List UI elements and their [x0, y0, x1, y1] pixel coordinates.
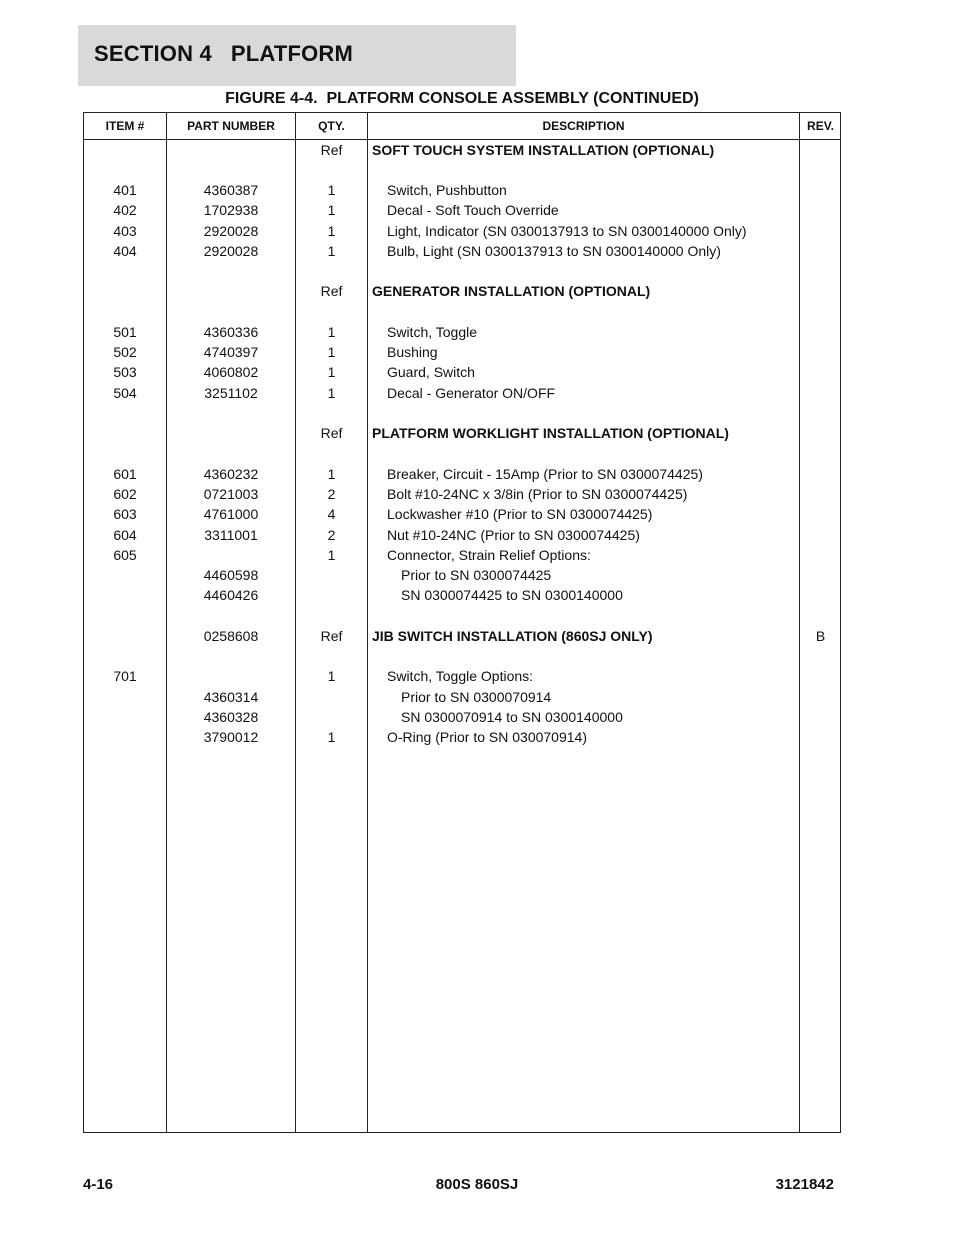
description-cell: SN 0300074425 to SN 0300140000	[401, 587, 623, 603]
table-section-row	[84, 281, 840, 301]
item-number-cell: 503	[113, 364, 137, 380]
table-row	[84, 484, 840, 504]
quantity-cell: 1	[327, 243, 336, 259]
quantity-cell: 2	[327, 527, 336, 543]
quantity-cell: Ref	[320, 283, 343, 299]
quantity-cell: 2	[327, 486, 336, 502]
column-divider	[799, 113, 800, 1132]
part-number-cell: 0721003	[203, 486, 259, 502]
column-divider	[367, 113, 368, 1132]
description-cell: SN 0300070914 to SN 0300140000	[401, 709, 623, 725]
quantity-cell: Ref	[320, 628, 343, 644]
table-row	[84, 525, 840, 545]
revision-cell: B	[815, 628, 826, 644]
description-cell: Bulb, Light (SN 0300137913 to SN 0300140000 Only)	[387, 243, 721, 259]
description-cell: Decal - Soft Touch Override	[387, 202, 559, 218]
table-section-row	[84, 626, 840, 646]
description-cell: Switch, Pushbutton	[387, 182, 507, 198]
description-cell: JIB SWITCH INSTALLATION (860SJ ONLY)	[372, 628, 653, 644]
part-number-cell: 3311001	[204, 527, 258, 543]
part-number-cell: 3251102	[204, 385, 258, 401]
description-cell: Guard, Switch	[387, 364, 475, 380]
quantity-cell: Ref	[320, 142, 343, 158]
quantity-cell: 1	[327, 344, 336, 360]
figure-title: FIGURE 4-4. PLATFORM CONSOLE ASSEMBLY (CONTINUED)	[225, 90, 699, 107]
table-row	[84, 666, 840, 686]
item-number-cell: 604	[113, 527, 137, 543]
quantity-cell: 1	[327, 547, 336, 563]
item-number-cell: 402	[113, 202, 137, 218]
description-cell: Bushing	[387, 344, 438, 360]
part-number-cell: 2920028	[203, 243, 259, 259]
table-section-row	[84, 140, 840, 160]
footer-page-number: 4-16	[83, 1176, 114, 1193]
item-number-cell: 605	[113, 547, 137, 563]
parts-table	[83, 112, 841, 1133]
table-row	[84, 464, 840, 484]
item-number-cell: 701	[113, 668, 137, 684]
section-title: SECTION 4 PLATFORM	[94, 41, 354, 66]
quantity-cell: 1	[327, 729, 336, 745]
part-number-cell: 4740397	[203, 344, 259, 360]
table-row	[84, 221, 840, 241]
quantity-cell: 1	[327, 385, 336, 401]
column-header-rev: REV.	[807, 119, 834, 133]
part-number-cell: 4360387	[203, 182, 259, 198]
table-row	[84, 180, 840, 200]
item-number-cell: 501	[113, 324, 137, 340]
footer-model: 800S 860SJ	[435, 1176, 519, 1193]
table-row	[84, 707, 840, 727]
part-number-cell: 4460598	[203, 567, 259, 583]
part-number-cell: 0258608	[203, 628, 259, 644]
description-cell: Nut #10-24NC (Prior to SN 0300074425)	[387, 527, 640, 543]
description-cell: O-Ring (Prior to SN 030070914)	[387, 729, 587, 745]
quantity-cell: Ref	[320, 425, 343, 441]
item-number-cell: 602	[113, 486, 137, 502]
table-row	[84, 504, 840, 524]
quantity-cell: 1	[327, 182, 336, 198]
quantity-cell: 1	[327, 466, 336, 482]
column-divider	[166, 113, 167, 1132]
item-number-cell: 603	[113, 506, 137, 522]
table-row	[84, 241, 840, 261]
item-number-cell: 504	[113, 385, 137, 401]
part-number-cell: 4460426	[203, 587, 259, 603]
part-number-cell: 2920028	[203, 223, 259, 239]
column-header-description: DESCRIPTION	[542, 119, 625, 133]
item-number-cell: 404	[113, 243, 137, 259]
part-number-cell: 4360232	[203, 466, 259, 482]
column-header-part-number: PART NUMBER	[187, 119, 275, 133]
description-cell: Light, Indicator (SN 0300137913 to SN 0300140000 Only)	[387, 223, 747, 239]
table-row	[84, 200, 840, 220]
table-row	[84, 322, 840, 342]
description-cell: Prior to SN 0300074425	[401, 567, 552, 583]
description-cell: Decal - Generator ON/OFF	[387, 385, 556, 401]
description-cell: Switch, Toggle	[387, 324, 478, 340]
description-cell: Prior to SN 0300070914	[401, 689, 552, 705]
description-cell: Bolt #10-24NC x 3/8in (Prior to SN 0300074425)	[387, 486, 688, 502]
description-cell: Connector, Strain Relief Options:	[387, 547, 591, 563]
quantity-cell: 4	[327, 506, 336, 522]
section-header-band	[78, 25, 516, 86]
quantity-cell: 1	[327, 364, 336, 380]
table-row	[84, 565, 840, 585]
item-number-cell: 403	[113, 223, 137, 239]
table-row	[84, 545, 840, 565]
table-row	[84, 727, 840, 747]
table-row	[84, 362, 840, 382]
item-number-cell: 401	[113, 182, 137, 198]
description-cell: GENERATOR INSTALLATION (OPTIONAL)	[372, 283, 651, 299]
table-row	[84, 687, 840, 707]
part-number-cell: 4360336	[203, 324, 259, 340]
description-cell: Lockwasher #10 (Prior to SN 0300074425)	[387, 506, 653, 522]
part-number-cell: 4360328	[203, 709, 259, 725]
description-cell: Switch, Toggle Options:	[387, 668, 534, 684]
column-divider	[295, 113, 296, 1132]
part-number-cell: 4060802	[203, 364, 259, 380]
part-number-cell: 4761000	[203, 506, 259, 522]
description-cell: SOFT TOUCH SYSTEM INSTALLATION (OPTIONAL)	[372, 142, 715, 158]
quantity-cell: 1	[327, 324, 336, 340]
table-row	[84, 585, 840, 605]
description-cell: Breaker, Circuit - 15Amp (Prior to SN 0300074425)	[387, 466, 703, 482]
column-header-item: ITEM #	[105, 119, 145, 133]
table-row	[84, 383, 840, 403]
description-cell: PLATFORM WORKLIGHT INSTALLATION (OPTIONAL)	[372, 425, 729, 441]
table-section-row	[84, 423, 840, 443]
part-number-cell: 1702938	[203, 202, 259, 218]
quantity-cell: 1	[327, 668, 336, 684]
footer-doc-number: 3121842	[775, 1176, 834, 1193]
quantity-cell: 1	[327, 202, 336, 218]
table-row	[84, 342, 840, 362]
part-number-cell: 4360314	[203, 689, 259, 705]
item-number-cell: 502	[113, 344, 137, 360]
item-number-cell: 601	[113, 466, 137, 482]
quantity-cell: 1	[327, 223, 336, 239]
column-header-qty: QTY.	[318, 119, 345, 133]
part-number-cell: 3790012	[203, 729, 259, 745]
